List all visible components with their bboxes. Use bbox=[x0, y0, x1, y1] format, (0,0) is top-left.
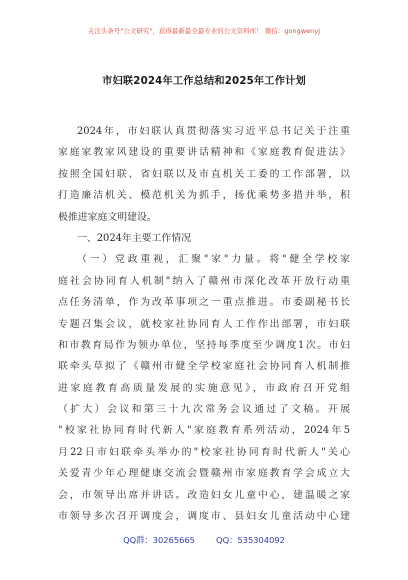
paragraph-line: 会，市领导出席并讲话。改造妇女儿童中心，建温暖之家 bbox=[58, 489, 350, 501]
paragraph-line: 家庭家教家风建设的重要讲话精神和《家庭教育促进法》 bbox=[58, 147, 350, 159]
paragraph-line: 专题召集会议，就校家社协同育人工作作出部署，市妇联 bbox=[58, 318, 350, 330]
document-body bbox=[58, 121, 350, 527]
paragraph-line: （一）党政重视，汇聚"家"力量。将"健全学校家 bbox=[77, 254, 350, 266]
paragraph-line: 点任务清单，作为改革事项之一重点推进。市委副秘书长 bbox=[58, 297, 350, 309]
paragraph-line: 联牵头草拟了《赣州市健全学校家庭社会协同育人机制推 bbox=[58, 361, 350, 373]
paragraph-line: 市领导多次召开调度会，调度市、县妇女儿童活动中心建 bbox=[58, 511, 350, 523]
paragraph-line: 和市教育局作为领办单位，坚持每季度至少调度1次。市妇 bbox=[58, 339, 350, 351]
paragraph-line: 进家庭教育高质量发展的实施意见》，市政府召开党组 bbox=[58, 382, 350, 394]
section-heading: 一、2024年主要工作情况 bbox=[77, 232, 192, 244]
paragraph-line: 打造廉洁机关、模范机关为抓手，扬优乘势多措并举，积 bbox=[58, 190, 350, 202]
paragraph-line: 按照全国妇联、省妇联以及市直机关工委的工作部署，以 bbox=[58, 168, 350, 180]
footer-contact: QQ群：30265665 QQ：535304092 bbox=[123, 535, 285, 545]
paragraph-line: 庭社会协同育人机制"纳入了赣州市深化改革开放行动重 bbox=[58, 275, 350, 287]
paragraph-line: "校家社协同育时代新人"家庭教育系列活动，2024年5 bbox=[58, 425, 350, 437]
paragraph-line: 极推进家庭文明建设。 bbox=[58, 211, 157, 223]
promo-banner: 关注头条号"公文研究"，获得最新最全最专业的公文资料库！ 微信：gongwenyj bbox=[87, 27, 321, 35]
paragraph-line: （扩大）会议和第三十九次常务会议通过了文稿。开展 bbox=[58, 404, 350, 416]
document-title: 市妇联2024年工作总结和2025年工作计划 bbox=[102, 76, 306, 87]
paragraph-line: 2024年，市妇联认真贯彻落实习近平总书记关于注重 bbox=[77, 126, 350, 137]
paragraph-line: 关爱青少年心理健康交流会暨赣州市家庭教育学会成立大 bbox=[58, 468, 350, 480]
paragraph-line: 月22日市妇联牵头举办的"校家社协同育时代新人"关心 bbox=[58, 446, 350, 458]
